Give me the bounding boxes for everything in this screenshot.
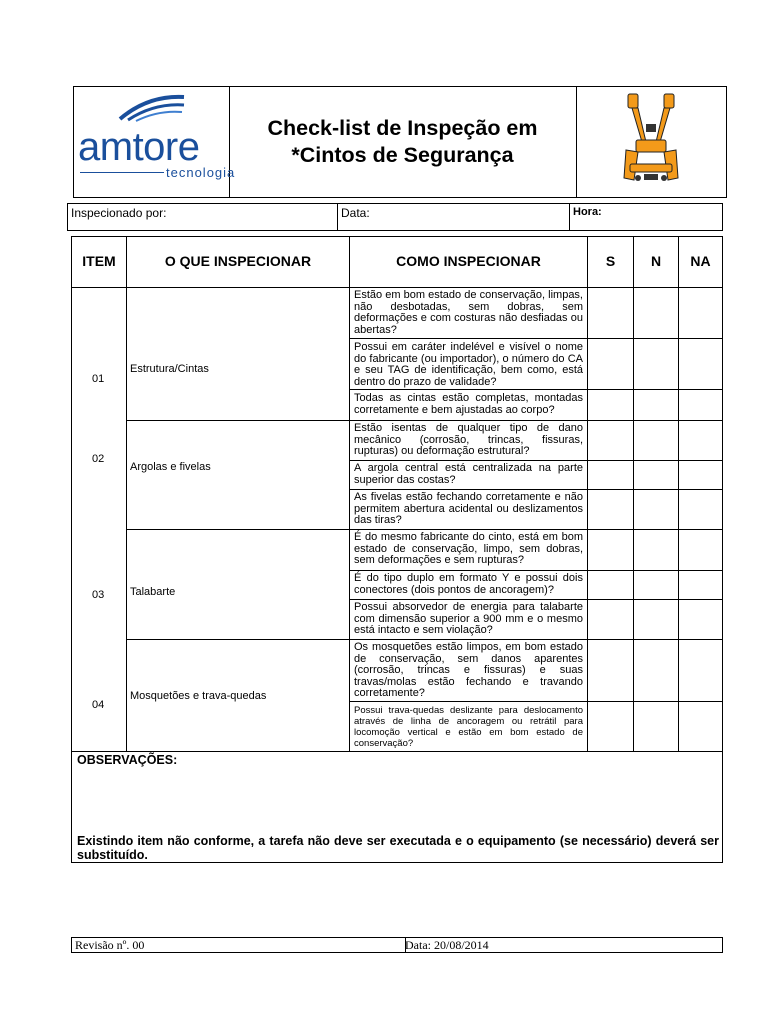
answer-cell-na[interactable] xyxy=(679,640,722,701)
answer-cell-s[interactable] xyxy=(588,530,633,570)
answer-cell-s[interactable] xyxy=(588,461,633,489)
answer-cell-n[interactable] xyxy=(634,288,678,338)
logo-brand: amtore xyxy=(78,125,200,169)
answer-cell-s[interactable] xyxy=(588,390,633,420)
date-label: Data: xyxy=(341,206,370,220)
check-text: Estão em bom estado de conservação, limpas, não desbotadas, sem dobras, sem deformações e com costuras não desfiadas ou abertas? xyxy=(354,289,583,336)
item-label: Talabarte xyxy=(130,586,176,598)
time-label: Hora: xyxy=(573,206,602,218)
answer-cell-n[interactable] xyxy=(634,490,678,529)
answer-cell-s[interactable] xyxy=(588,640,633,701)
answer-cell-na[interactable] xyxy=(679,702,722,751)
logo-divider xyxy=(80,172,164,173)
check-text: É do mesmo fabricante do cinto, está em bom estado de conservação, limpo, sem dobras, sem deformações e sem rupturas? xyxy=(354,531,583,566)
answer-cell-n[interactable] xyxy=(634,461,678,489)
answer-cell-na[interactable] xyxy=(679,530,722,570)
answer-cell-n[interactable] xyxy=(634,571,678,599)
check-text: É do tipo duplo em formato Y e possui dois conectores (dois pontos de ancoragem)? xyxy=(354,572,583,596)
page-title xyxy=(267,115,537,169)
answer-cell-na[interactable] xyxy=(679,600,722,639)
answer-cell-s[interactable] xyxy=(588,600,633,639)
revision-number xyxy=(72,938,406,952)
observations-box[interactable] xyxy=(71,751,723,863)
header-item: ITEM xyxy=(82,253,116,269)
info-row xyxy=(67,203,723,231)
observations-note: Existindo item não conforme, a tarefa não deve ser executada e o equipamento (se necessário) deverá ser substituído. xyxy=(77,834,719,862)
item-label: Mosquetões e trava-quedas xyxy=(130,690,267,702)
answer-cell-s[interactable] xyxy=(588,288,633,338)
date-field[interactable] xyxy=(338,204,570,230)
answer-cell-n[interactable] xyxy=(634,390,678,420)
item-label: Argolas e fivelas xyxy=(130,461,211,473)
check-text: Possui trava-quedas deslizante para deslocamento através de linha de ancoragem ou retrátil para locomoção vertical e estão em bom estado de conservação? xyxy=(354,705,583,749)
logo xyxy=(74,87,236,197)
answer-cell-na[interactable] xyxy=(679,288,722,338)
header-s: S xyxy=(605,253,616,269)
answer-cell-na[interactable] xyxy=(679,490,722,529)
title-line-2: *Cintos de Segurança xyxy=(291,143,514,167)
check-text: Possui em caráter indelével e visível o nome do fabricante (ou importador), o número do CA e seu TAG de identificação, bem como, está dentro do prazo de validade? xyxy=(354,341,583,388)
logo-swoosh-icon xyxy=(118,89,188,123)
check-text: Todas as cintas estão completas, montadas corretamente e bem ajustadas ao corpo? xyxy=(354,392,583,416)
check-text: Os mosquetões estão limpos, em bom estado de conservação, sem danos aparentes (corrosão, trincas e fissuras) e suas travas/molas estão fechando e travando corretamente? xyxy=(354,641,583,699)
observations-title: OBSERVAÇÕES: xyxy=(77,753,178,767)
checklist-table xyxy=(71,236,723,752)
answer-cell-s[interactable] xyxy=(588,490,633,529)
answer-cell-na[interactable] xyxy=(679,339,722,389)
revision-date-text: Data: 20/08/2014 xyxy=(405,938,489,952)
item-number: 01 xyxy=(92,373,105,385)
document-header xyxy=(73,86,727,198)
revision-text: Revisão nº. 00 xyxy=(75,938,145,952)
answer-cell-na[interactable] xyxy=(679,461,722,489)
item-number: 03 xyxy=(92,589,105,601)
answer-cell-s[interactable] xyxy=(588,702,633,751)
revision-date xyxy=(402,938,725,952)
inspected-by-label: Inspecionado por: xyxy=(71,206,167,220)
title-cell xyxy=(229,87,577,197)
header-na: NA xyxy=(690,253,711,269)
check-text: Possui absorvedor de energia para talabarte com dimensão superior a 900 mm e o mesmo está intacto e sem violação? xyxy=(354,601,583,636)
document-footer xyxy=(71,937,723,953)
answer-cell-n[interactable] xyxy=(634,640,678,701)
time-field[interactable] xyxy=(570,204,722,230)
check-text: Estão isentas de qualquer tipo de dano mecânico (corrosão, trincas, fissuras, rupturas) ou deformação estrutural? xyxy=(354,422,583,457)
answer-cell-na[interactable] xyxy=(679,421,722,460)
item-label: Estrutura/Cintas xyxy=(130,363,209,375)
answer-cell-s[interactable] xyxy=(588,571,633,599)
answer-cell-n[interactable] xyxy=(634,339,678,389)
logo-subtitle: tecnologia xyxy=(166,165,236,180)
header-what: O QUE INSPECIONAR xyxy=(164,253,312,269)
check-text: A argola central está centralizada na parte superior das costas? xyxy=(354,462,583,486)
inspected-by-field[interactable] xyxy=(68,204,338,230)
item-number: 04 xyxy=(92,699,105,711)
answer-cell-na[interactable] xyxy=(679,390,722,420)
answer-cell-n[interactable] xyxy=(634,600,678,639)
answer-cell-n[interactable] xyxy=(634,530,678,570)
answer-cell-n[interactable] xyxy=(634,702,678,751)
safety-harness-icon xyxy=(616,90,686,194)
answer-cell-n[interactable] xyxy=(634,421,678,460)
answer-cell-s[interactable] xyxy=(588,339,633,389)
header-how: COMO INSPECIONAR xyxy=(396,253,541,269)
answer-cell-na[interactable] xyxy=(679,571,722,599)
title-line-1: Check-list de Inspeção em xyxy=(267,116,538,140)
item-number: 02 xyxy=(92,453,105,465)
check-text: As fivelas estão fechando corretamente e não permitem abertura acidental ou deslizamentos das tiras? xyxy=(354,491,583,526)
answer-cell-s[interactable] xyxy=(588,421,633,460)
header-n: N xyxy=(650,253,662,269)
harness-image-cell xyxy=(576,87,726,197)
